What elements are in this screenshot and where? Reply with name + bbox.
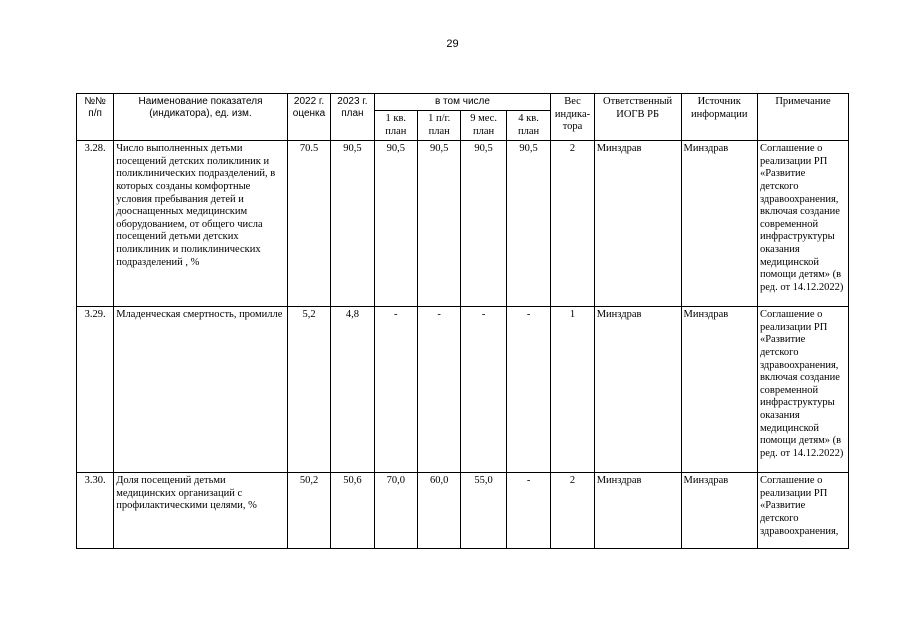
row-q1: 70,0: [374, 473, 417, 549]
row-2023: 4,8: [331, 307, 374, 473]
header-2023: 2023 г. план: [331, 94, 374, 141]
header-2022: 2022 г. оценка: [287, 94, 330, 141]
row-h1: 90,5: [417, 141, 460, 307]
row-source: Минздрав: [681, 307, 757, 473]
header-h1: 1 п/г. план: [417, 111, 460, 141]
header-note: Примечание: [757, 94, 848, 141]
row-num: 3.28.: [77, 141, 114, 307]
page-number: 29: [446, 38, 459, 50]
row-source: Минздрав: [681, 141, 757, 307]
row-q4: -: [506, 307, 550, 473]
row-weight: 2: [551, 473, 594, 549]
row-h1: 60,0: [417, 473, 460, 549]
row-weight: 1: [551, 307, 594, 473]
header-9m: 9 мес. план: [461, 111, 506, 141]
header-q4: 4 кв. план: [506, 111, 550, 141]
table-row: [77, 141, 849, 307]
row-responsible: Минздрав: [594, 141, 681, 307]
row-weight: 2: [551, 141, 594, 307]
header-q1: 1 кв. план: [374, 111, 417, 141]
row-2022: 5,2: [287, 307, 330, 473]
row-q4: -: [506, 473, 550, 549]
table-row: [77, 307, 849, 473]
row-name: Доля посещений детьми медицинских организаций с профилактическими целями, %: [114, 473, 288, 549]
indicators-table: [76, 93, 849, 549]
row-q1: -: [374, 307, 417, 473]
row-q4: 90,5: [506, 141, 550, 307]
row-2023: 90,5: [331, 141, 374, 307]
header-row: [77, 94, 849, 111]
header-weight: Вес индика-тора: [551, 94, 594, 141]
row-responsible: Минздрав: [594, 473, 681, 549]
row-2022: 70.5: [287, 141, 330, 307]
row-2022: 50,2: [287, 473, 330, 549]
row-9m: -: [461, 307, 506, 473]
row-9m: 90,5: [461, 141, 506, 307]
header-name: Наименование показателя (индикатора), ед. изм.: [114, 94, 288, 141]
row-num: 3.29.: [77, 307, 114, 473]
row-num: 3.30.: [77, 473, 114, 549]
table-row: [77, 473, 849, 549]
header-including: в том числе: [374, 94, 551, 111]
row-source: Минздрав: [681, 473, 757, 549]
row-name: Число выполненных детьми посещений детских поликлиник и поликлинических подразделений, в которых созданы комфортные условия пребывания детей и дооснащенных медицинским оборудованием, от общего числа посещений детьми детских поликлиник и поликлинических подразделений , %: [114, 141, 288, 307]
header-responsible: Ответственный ИОГВ РБ: [594, 94, 681, 141]
row-note: Соглашение о реализации РП «Развитие детского здравоохранения, включая создание современной инфраструктуры оказания медицинской помощи детям» (в ред. от 14.12.2022): [757, 141, 848, 307]
header-num: №№ п/п: [77, 94, 114, 141]
row-q1: 90,5: [374, 141, 417, 307]
row-2023: 50,6: [331, 473, 374, 549]
row-responsible: Минздрав: [594, 307, 681, 473]
row-name: Младенческая смертность, промилле: [114, 307, 288, 473]
header-source: Источник информации: [681, 94, 757, 141]
row-note: Соглашение о реализации РП «Развитие детского здравоохранения,: [757, 473, 848, 549]
row-note: Соглашение о реализации РП «Развитие детского здравоохранения, включая создание современной инфраструктуры оказания медицинской помощи детям» (в ред. от 14.12.2022): [757, 307, 848, 473]
row-h1: -: [417, 307, 460, 473]
row-9m: 55,0: [461, 473, 506, 549]
